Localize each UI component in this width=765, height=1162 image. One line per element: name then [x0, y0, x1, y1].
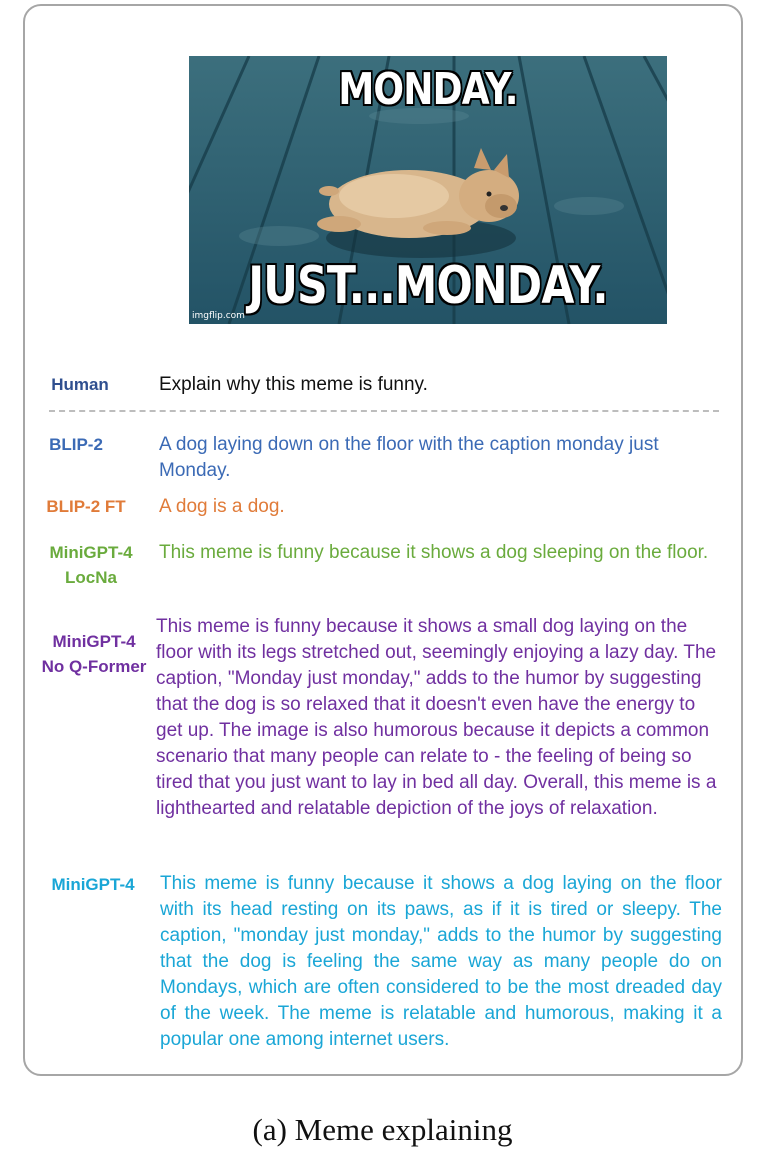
human-prompt: Explain why this meme is funny.	[159, 374, 428, 395]
meme-top-text: MONDAY.	[338, 64, 518, 115]
locna-label-line2: LocNa	[65, 568, 117, 587]
figure-caption: (a) Meme explaining	[252, 1112, 513, 1147]
blip2-label: BLIP-2	[49, 435, 103, 454]
minigpt4-answer: This meme is funny because it shows a dog laying on the floor with its head resting on its paws, as if it is tired or sleepy. The caption, "monday just monday," adds to the humor by suggesting that the dog is feeling the same way as many people do on Mondays, which are often considered to be the most dreaded day of the week. The meme is relatable and humorous, making it a popular one among internet users.	[160, 873, 722, 1050]
figure-panel	[23, 4, 743, 1076]
noqf-label-line2: No Q-Former	[41, 657, 147, 676]
human-label: Human	[51, 375, 109, 394]
locna-label-line1: MiniGPT-4	[49, 543, 133, 562]
locna-label	[41, 542, 141, 589]
meme-bottom-text: JUST...MONDAY.	[248, 256, 608, 316]
meme-image	[189, 56, 667, 324]
noqf-label-line1: MiniGPT-4	[52, 632, 136, 651]
noqf-answer: This meme is funny because it shows a small dog laying on the floor with its legs stretched out, seemingly enjoying a lazy day. The caption, "Monday just monday," adds to the humor by suggesting that the dog is so relaxed that it doesn't even have the energy to get up. The image is also humorous because it depicts a common scenario that many people can relate to - the feeling of being so tired that you just want to lay in bed all day. Overall, this meme is a lighthearted and relatable depiction of the joys of relaxation.	[156, 616, 717, 819]
blip2ft-label: BLIP-2 FT	[46, 497, 126, 516]
blip2-answer: A dog laying down on the floor with the caption monday just Monday.	[159, 434, 659, 481]
dashed-divider	[49, 410, 719, 412]
blip2ft-answer: A dog is a dog.	[159, 496, 285, 517]
meme-watermark: imgflip.com	[192, 311, 245, 321]
locna-answer: This meme is funny because it shows a dog sleeping on the floor.	[159, 542, 709, 563]
noqf-label	[33, 631, 155, 678]
minigpt4-label: MiniGPT-4	[51, 875, 135, 894]
